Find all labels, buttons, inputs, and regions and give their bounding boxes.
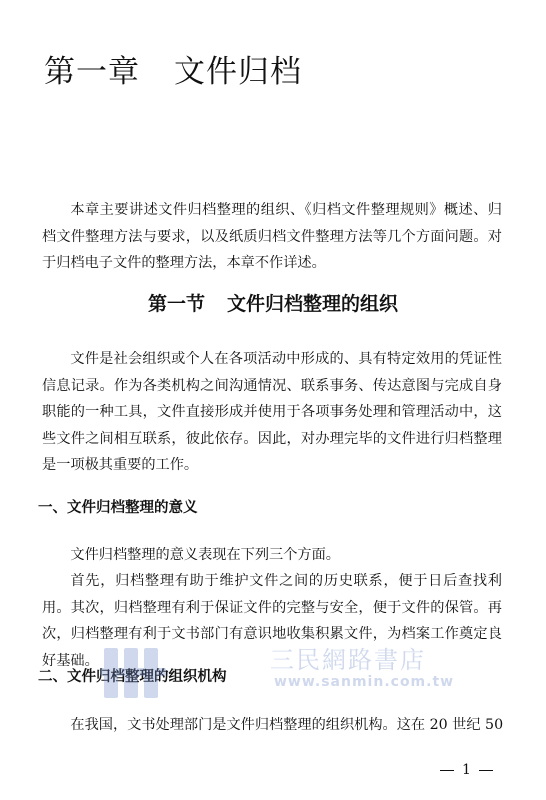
page-number-dash-left — [440, 770, 454, 771]
page-number — [432, 760, 501, 780]
watermark-name: 三民網路書店 — [270, 646, 426, 674]
section-title — [0, 290, 546, 318]
subsection1-paragraph: 文件归档整理的意义表现在下列三个方面。 — [70, 547, 340, 563]
subsection2-paragraph: 在我国，文书处理部门是文件归档整理的组织机构。这在 20 世纪 50 — [70, 717, 504, 733]
chapter-label: 第一章 — [44, 54, 140, 90]
page-number-dash-right — [479, 770, 493, 771]
subsection-heading-meaning: 一、文件归档整理的意义 — [38, 500, 198, 516]
section-intro-paragraph: 文件是社会组织或个人在各项活动中形成的、具有特定效用的凭证性信息记录。作为各类机构之间沟通情况、联系事务、传达意图与完成自身职能的一种工具，文件直接形成并使用于各项事务处理和管理活动中，这些文件之间相互联系，彼此依存。因此，对办理完毕的文件进行归档整理是一项极其重要的工作。 — [42, 351, 502, 473]
subsection1-paragraph: 首先，归档整理有助于维护文件之间的历史联系，便于日后查找利用。其次，归档整理有利于保证文件的完整与安全，便于文件的保管。再次，归档整理有利于文书部门有意识地收集积累文件，为档案工作奠定良好基础。 — [42, 573, 502, 669]
page-number-value: 1 — [462, 762, 471, 778]
chapter-name: 文件归档 — [174, 54, 302, 90]
subsection-heading-organization: 二、文件归档整理的组织机构 — [38, 669, 227, 685]
chapter-title — [44, 50, 302, 94]
intro-paragraph: 本章主要讲述文件归档整理的组织、《归档文件整理规则》概述、归档文件整理方法与要求，以及纸质归档文件整理方法等几个方面问题。对于归档电子文件的整理方法，本章不作详述。 — [42, 202, 502, 271]
section-name: 文件归档整理的组织 — [227, 293, 399, 315]
section-label: 第一节 — [147, 293, 205, 315]
watermark-url: www.sanmin.com.tw — [274, 674, 455, 690]
